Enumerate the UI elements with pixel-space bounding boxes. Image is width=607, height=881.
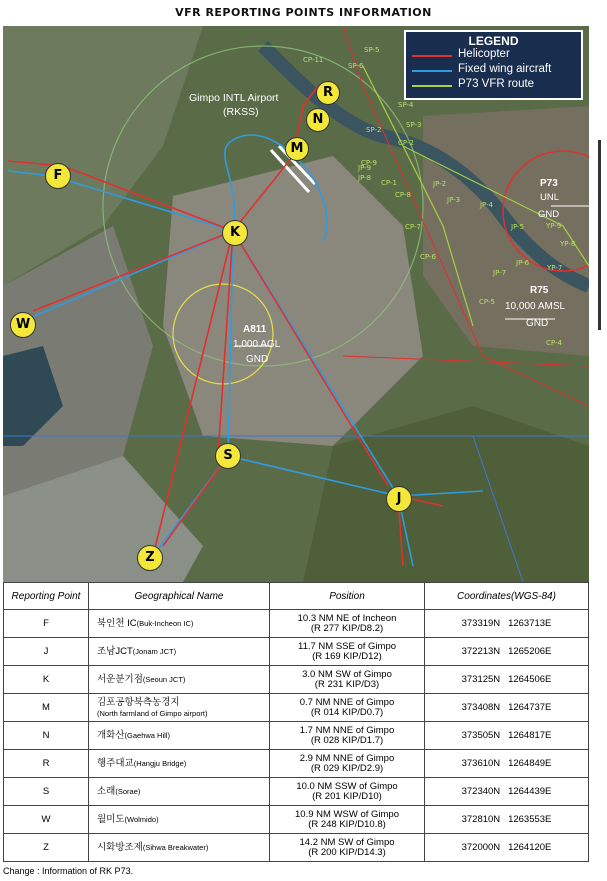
point-position — [270, 778, 425, 806]
jp-label: JP-9 — [358, 164, 372, 172]
point-code: N — [4, 722, 89, 750]
marker-label: J — [396, 491, 402, 506]
jp-label: JP-8 — [358, 174, 372, 182]
point-name — [89, 610, 270, 638]
r75-lower-label: GND — [526, 318, 549, 329]
position-line-2: (R 029 KIP/D2.9) — [310, 762, 384, 774]
latitude: 372213N — [461, 646, 501, 657]
cp-label: CP-9 — [361, 159, 377, 167]
position-line-2: (R 231 KIP/D3) — [314, 678, 380, 690]
name-english: (Gaehwa Hill) — [124, 731, 170, 740]
column-header: Geographical Name — [89, 583, 270, 610]
point-code: S — [4, 778, 89, 806]
marker-label: N — [312, 112, 324, 127]
latitude: 372340N — [461, 786, 501, 797]
name-korean: 김포공항북측농경지 — [97, 696, 180, 708]
sp-label: SP-4 — [398, 101, 414, 109]
legend-title: LEGEND — [468, 34, 519, 48]
marker-label: K — [229, 225, 241, 240]
name-korean: 행주대교 — [97, 758, 134, 769]
point-position — [270, 834, 425, 862]
jp-label: JP-2 — [433, 180, 447, 188]
point-name — [89, 666, 270, 694]
p73-name-label: P73 — [540, 178, 558, 189]
name-korean: 서운분기점 — [97, 674, 143, 685]
reporting-point-marker-s[interactable] — [215, 443, 241, 469]
r75-upper-label: 10,000 AMSL — [505, 301, 566, 312]
name-english: (North farmland of Gimpo airport) — [97, 708, 208, 718]
point-coordinates — [425, 666, 589, 694]
legend-item-fixed-wing — [406, 63, 581, 78]
cp-label: CP-1 — [381, 179, 397, 187]
cp-label: CP-8 — [395, 191, 411, 199]
name-korean: 소래 — [97, 786, 116, 797]
point-name — [89, 750, 270, 778]
longitude: 1264120E — [508, 842, 552, 853]
position-line-1: 10.9 NM WSW of Gimpo — [295, 808, 399, 820]
jp-label: JP-5 — [511, 223, 525, 231]
marker-label: S — [223, 448, 233, 463]
sp-label: SP-2 — [366, 126, 382, 134]
point-code: F — [4, 610, 89, 638]
a811-name-label: A811 — [243, 324, 267, 335]
reporting-points-table — [3, 582, 589, 862]
marker-label: F — [53, 168, 63, 183]
reporting-point-marker-n[interactable] — [306, 108, 330, 132]
position-line-2: (R 169 KIP/D12) — [312, 650, 382, 662]
point-position — [270, 694, 425, 722]
yp-label: YP-8 — [560, 240, 576, 248]
marker-label: Z — [145, 550, 155, 565]
name-english: (Jonam JCT) — [132, 647, 177, 656]
point-coordinates — [425, 638, 589, 666]
point-coordinates — [425, 722, 589, 750]
airport-code-label: (RKSS) — [223, 106, 259, 118]
longitude: 1264737E — [508, 702, 552, 713]
name-korean: 시화방조제 — [97, 842, 143, 853]
legend-item-label: Helicopter — [458, 48, 510, 60]
red-line-icon — [412, 55, 452, 57]
table-row — [4, 610, 589, 638]
latitude: 373319N — [461, 618, 501, 629]
point-position — [270, 638, 425, 666]
a811-lower-label: GND — [246, 354, 269, 365]
position-line-2: (R 028 KIP/D1.7) — [310, 734, 384, 746]
point-code: W — [4, 806, 89, 834]
position-line-2: (R 201 KIP/D10) — [312, 790, 382, 802]
table-row — [4, 722, 589, 750]
point-coordinates — [425, 694, 589, 722]
point-position — [270, 750, 425, 778]
table-row — [4, 638, 589, 666]
table-row — [4, 750, 589, 778]
position-line-1: 2.9 NM NNE of Gimpo — [299, 752, 395, 764]
point-code: K — [4, 666, 89, 694]
name-korean: 북인천 IC — [97, 618, 137, 629]
name-korean: 조남JCT — [97, 646, 133, 657]
point-code: R — [4, 750, 89, 778]
reporting-point-marker-k[interactable] — [222, 220, 248, 246]
position-line-1: 10.3 NM NE of Incheon — [297, 612, 397, 624]
cp-label: CP-5 — [479, 298, 495, 306]
longitude: 1263553E — [508, 814, 552, 825]
name-english: (Sorae) — [115, 787, 141, 796]
latitude: 372000N — [461, 842, 501, 853]
legend-item-p73-route — [406, 78, 581, 93]
cp-label: CP-11 — [303, 56, 324, 64]
cp-label: CP-2 — [398, 139, 414, 147]
cp-label: CP-6 — [420, 253, 436, 261]
name-english: (Sihwa Breakwater) — [142, 843, 209, 852]
position-line-2: (R 014 KIP/D0.7) — [310, 706, 384, 718]
column-header: Position — [270, 583, 425, 610]
blue-line-icon — [412, 70, 452, 72]
position-line-1: 11.7 NM SSE of Gimpo — [297, 640, 397, 652]
point-position — [270, 806, 425, 834]
point-name — [89, 806, 270, 834]
table-row — [4, 806, 589, 834]
point-name — [89, 694, 270, 722]
table-row — [4, 694, 589, 722]
sp-label: SP-6 — [348, 62, 364, 70]
marker-label: M — [290, 141, 304, 156]
reporting-point-marker-f[interactable] — [45, 163, 71, 189]
point-coordinates — [425, 834, 589, 862]
table-row — [4, 778, 589, 806]
legend-item-label: P73 VFR route — [458, 78, 535, 90]
point-position — [270, 722, 425, 750]
point-coordinates — [425, 610, 589, 638]
jp-label: JP-7 — [493, 269, 507, 277]
page-edge-bar — [598, 140, 601, 330]
marker-label: W — [15, 317, 31, 332]
latitude: 373610N — [461, 758, 501, 769]
a811-upper-label: 1,000 AGL — [233, 339, 281, 350]
latitude: 372810N — [461, 814, 501, 825]
point-name — [89, 638, 270, 666]
green-line-icon — [412, 85, 452, 87]
cp-label: CP-4 — [546, 339, 562, 347]
latitude: 373505N — [461, 730, 501, 741]
change-note: Change : Information of RK P73. — [3, 866, 134, 876]
point-position — [270, 610, 425, 638]
jp-label: JP-4 — [480, 201, 494, 209]
point-coordinates — [425, 806, 589, 834]
p73-lower-label: GND — [538, 209, 560, 220]
point-name — [89, 778, 270, 806]
name-english: (Buk-Incheon IC) — [136, 619, 194, 628]
position-line-2: (R 277 KIP/D8.2) — [310, 622, 384, 634]
column-header: Reporting Point — [4, 583, 89, 610]
longitude: 1264849E — [508, 758, 552, 769]
reporting-point-marker-z[interactable] — [137, 545, 163, 571]
position-line-2: (R 248 KIP/D10.8) — [308, 818, 386, 830]
name-korean: 월미도 — [97, 814, 125, 825]
table-row — [4, 666, 589, 694]
point-coordinates — [425, 750, 589, 778]
point-coordinates — [425, 778, 589, 806]
longitude: 1264439E — [508, 786, 552, 797]
point-code: Z — [4, 834, 89, 862]
sp-label: SP-5 — [364, 46, 380, 54]
position-line-1: 10.0 NM SSW of Gimpo — [296, 780, 398, 792]
table-header-row — [4, 583, 589, 610]
legend-item-helicopter — [406, 48, 581, 63]
point-name — [89, 834, 270, 862]
vfr-map — [3, 26, 589, 582]
position-line-2: (R 200 KIP/D14.3) — [308, 846, 386, 858]
latitude: 373408N — [461, 702, 501, 713]
reporting-point-marker-m[interactable] — [285, 137, 309, 161]
name-english: (Seoun JCT) — [142, 675, 186, 684]
reporting-point-marker-r[interactable] — [316, 81, 340, 105]
position-line-1: 3.0 NM SW of Gimpo — [302, 668, 392, 680]
column-header: Coordinates(WGS-84) — [425, 583, 589, 610]
sp-label: SP-3 — [406, 121, 422, 129]
table-row — [4, 834, 589, 862]
yp-label: YP-7 — [547, 264, 563, 272]
point-code: M — [4, 694, 89, 722]
yp-label: YP-9 — [546, 222, 562, 230]
name-english: (Wolmido) — [124, 815, 159, 824]
longitude: 1264817E — [508, 730, 552, 741]
reporting-point-marker-j[interactable] — [386, 486, 412, 512]
page-title: VFR REPORTING POINTS INFORMATION — [175, 6, 432, 19]
reporting-point-marker-w[interactable] — [10, 312, 36, 338]
position-line-1: 0.7 NM NNE of Gimpo — [299, 696, 395, 708]
airport-name-label: Gimpo INTL Airport — [189, 92, 279, 104]
longitude: 1264506E — [508, 674, 552, 685]
cp-label: CP-7 — [405, 223, 421, 231]
p73-upper-label: UNL — [540, 192, 560, 203]
marker-label: R — [322, 85, 333, 100]
position-line-1: 14.2 NM SW of Gimpo — [299, 836, 395, 848]
jp-label: JP-3 — [447, 196, 461, 204]
r75-name-label: R75 — [530, 285, 549, 296]
position-line-1: 1.7 NM NNE of Gimpo — [299, 724, 395, 736]
longitude: 1265206E — [508, 646, 552, 657]
longitude: 1263713E — [508, 618, 552, 629]
latitude: 373125N — [461, 674, 501, 685]
point-position — [270, 666, 425, 694]
legend-item-label: Fixed wing aircraft — [458, 63, 552, 75]
name-english: (Hangju Bridge) — [133, 759, 187, 768]
name-korean: 개화산 — [97, 730, 125, 741]
point-name — [89, 722, 270, 750]
point-code: J — [4, 638, 89, 666]
jp-label: JP-6 — [516, 259, 530, 267]
map-legend — [404, 30, 583, 100]
